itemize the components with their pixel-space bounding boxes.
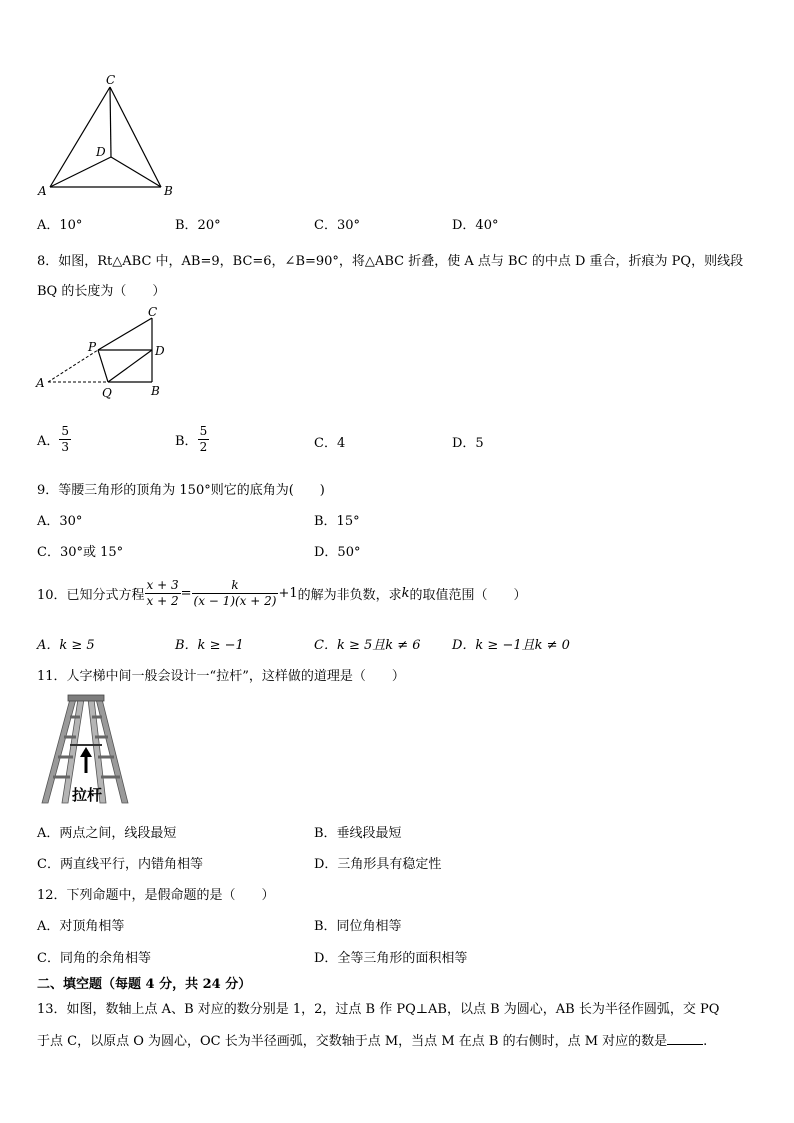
q9-option-c[interactable]: C．30°或 15° bbox=[37, 545, 124, 560]
q10-option-c[interactable]: C．k ≥ 5且k ≠ 6 bbox=[314, 638, 421, 653]
q11-option-a[interactable]: A．两点之间，线段最短 bbox=[37, 826, 177, 841]
q10-lhs-den: x + 2 bbox=[146, 594, 179, 608]
q8-edge-pc bbox=[98, 318, 152, 350]
q8-option-a-prefix: A． bbox=[37, 434, 60, 449]
q8-label-p: P bbox=[88, 340, 97, 354]
q10-option-a[interactable]: A．k ≥ 5 bbox=[37, 638, 95, 653]
q8-option-a-num: 5 bbox=[61, 424, 70, 438]
q10-option-b[interactable]: B．k ≥ −1 bbox=[175, 638, 244, 653]
q10-eq: = bbox=[180, 586, 192, 601]
q12-stem: 12．下列命题中，是假命题的是（ ） bbox=[37, 888, 275, 903]
q8-label-d: D bbox=[155, 344, 165, 358]
q10-prefix: 10．已知分式方程 bbox=[37, 588, 145, 603]
q8-option-a-fraction bbox=[59, 424, 71, 455]
q9-option-d[interactable]: D．50° bbox=[314, 545, 361, 560]
q8-edge-pq bbox=[98, 350, 108, 382]
up-arrow-head-icon bbox=[80, 747, 92, 757]
q13-answer-blank[interactable] bbox=[667, 1032, 703, 1045]
q8-option-a-den: 3 bbox=[61, 440, 70, 454]
q8-fold-figure bbox=[30, 306, 180, 402]
q8-label-a: A bbox=[36, 376, 45, 390]
q8-option-a[interactable] bbox=[37, 424, 71, 455]
q8-option-b-den: 2 bbox=[199, 440, 208, 454]
q13-stem-line2 bbox=[37, 1030, 707, 1049]
q8-label-q: Q bbox=[102, 386, 112, 400]
q10-rhs-num: k bbox=[192, 578, 279, 594]
q11-option-b[interactable]: B．垂线段最短 bbox=[314, 826, 402, 841]
q10-rhs-den: (x − 1)(x + 2) bbox=[193, 594, 277, 608]
q8-edge-ap-dashed bbox=[48, 350, 98, 382]
q8-option-b[interactable] bbox=[175, 424, 209, 455]
q7-label-c: C bbox=[106, 73, 116, 87]
q8-stem-line1: 8．如图，Rt△ABC 中，AB=9，BC=6，∠B=90°，将△ABC 折叠，使 A 点与 BC 的中点 D 重合，折痕为 PQ，则线段 bbox=[37, 254, 744, 269]
q10-suffix2: 的取值范围（ ） bbox=[409, 588, 527, 603]
q8-label-c: C bbox=[148, 306, 158, 319]
q12-option-d[interactable]: D．全等三角形的面积相等 bbox=[314, 951, 468, 966]
q12-option-c[interactable]: C．同角的余角相等 bbox=[37, 951, 151, 966]
q8-label-b: B bbox=[151, 384, 160, 398]
q9-stem: 9．等腰三角形的顶角为 150°则它的底角为( ) bbox=[37, 483, 325, 498]
q10-plus: +1 bbox=[278, 586, 298, 601]
q7-label-d: D bbox=[96, 145, 106, 159]
q13-line2-text: 于点 C，以原点 O 为圆心，OC 长为半径画弧，交数轴于点 M，当点 M 在点 B 的右侧时，点 M 对应的数是 bbox=[37, 1034, 668, 1049]
q11-option-d[interactable]: D．三角形具有稳定性 bbox=[314, 857, 442, 872]
q10-stem bbox=[37, 578, 527, 609]
q8-option-c[interactable]: C．4 bbox=[314, 436, 346, 451]
q11-option-c[interactable]: C．两直线平行，内错角相等 bbox=[37, 857, 203, 872]
q7-option-d[interactable]: D．40° bbox=[452, 218, 499, 233]
q10-var: k bbox=[401, 586, 410, 601]
q10-lhs-num: x + 3 bbox=[146, 578, 179, 592]
q11-stem: 11．人字梯中间一般会设计一“拉杆”，这样做的道理是（ ） bbox=[37, 669, 405, 684]
q8-option-b-prefix: B． bbox=[175, 434, 198, 449]
q7-option-c[interactable]: C．30° bbox=[314, 218, 360, 233]
q7-edge-cd bbox=[110, 87, 111, 157]
q8-option-d[interactable]: D．5 bbox=[452, 436, 484, 451]
q8-stem-line2: BQ 的长度为（ ） bbox=[37, 284, 166, 299]
q10-rhs-fraction bbox=[192, 578, 279, 609]
q7-label-a: A bbox=[38, 184, 47, 198]
q13-stem-line1: 13．如图，数轴上点 A、B 对应的数分别是 1，2，过点 B 作 PQ⊥AB，以点 B 为圆心，AB 长为半径作圆弧，交 PQ bbox=[37, 1002, 720, 1017]
q12-option-b[interactable]: B．同位角相等 bbox=[314, 919, 402, 934]
q7-triangle-figure bbox=[30, 72, 180, 202]
q13-end: . bbox=[703, 1034, 708, 1049]
q9-option-b[interactable]: B．15° bbox=[314, 514, 360, 529]
q8-option-b-fraction bbox=[198, 424, 210, 455]
q10-lhs-fraction bbox=[145, 578, 181, 609]
q10-suffix1: 的解为非负数，求 bbox=[297, 588, 402, 603]
q9-option-a[interactable]: A．30° bbox=[37, 514, 83, 529]
section-2-title: 二、填空题（每题 4 分，共 24 分） bbox=[37, 977, 252, 992]
q7-option-b[interactable]: B．20° bbox=[175, 218, 221, 233]
q11-figure-label: 拉杆 bbox=[72, 786, 103, 804]
q7-label-b: B bbox=[164, 184, 173, 198]
q8-edge-qd bbox=[108, 350, 152, 382]
q7-option-a[interactable]: A．10° bbox=[37, 218, 83, 233]
q8-option-b-num: 5 bbox=[199, 424, 208, 438]
q10-option-d[interactable]: D．k ≥ −1且k ≠ 0 bbox=[452, 638, 570, 653]
q12-option-a[interactable]: A．对顶角相等 bbox=[37, 919, 125, 934]
ladder-top-cap bbox=[68, 695, 104, 701]
